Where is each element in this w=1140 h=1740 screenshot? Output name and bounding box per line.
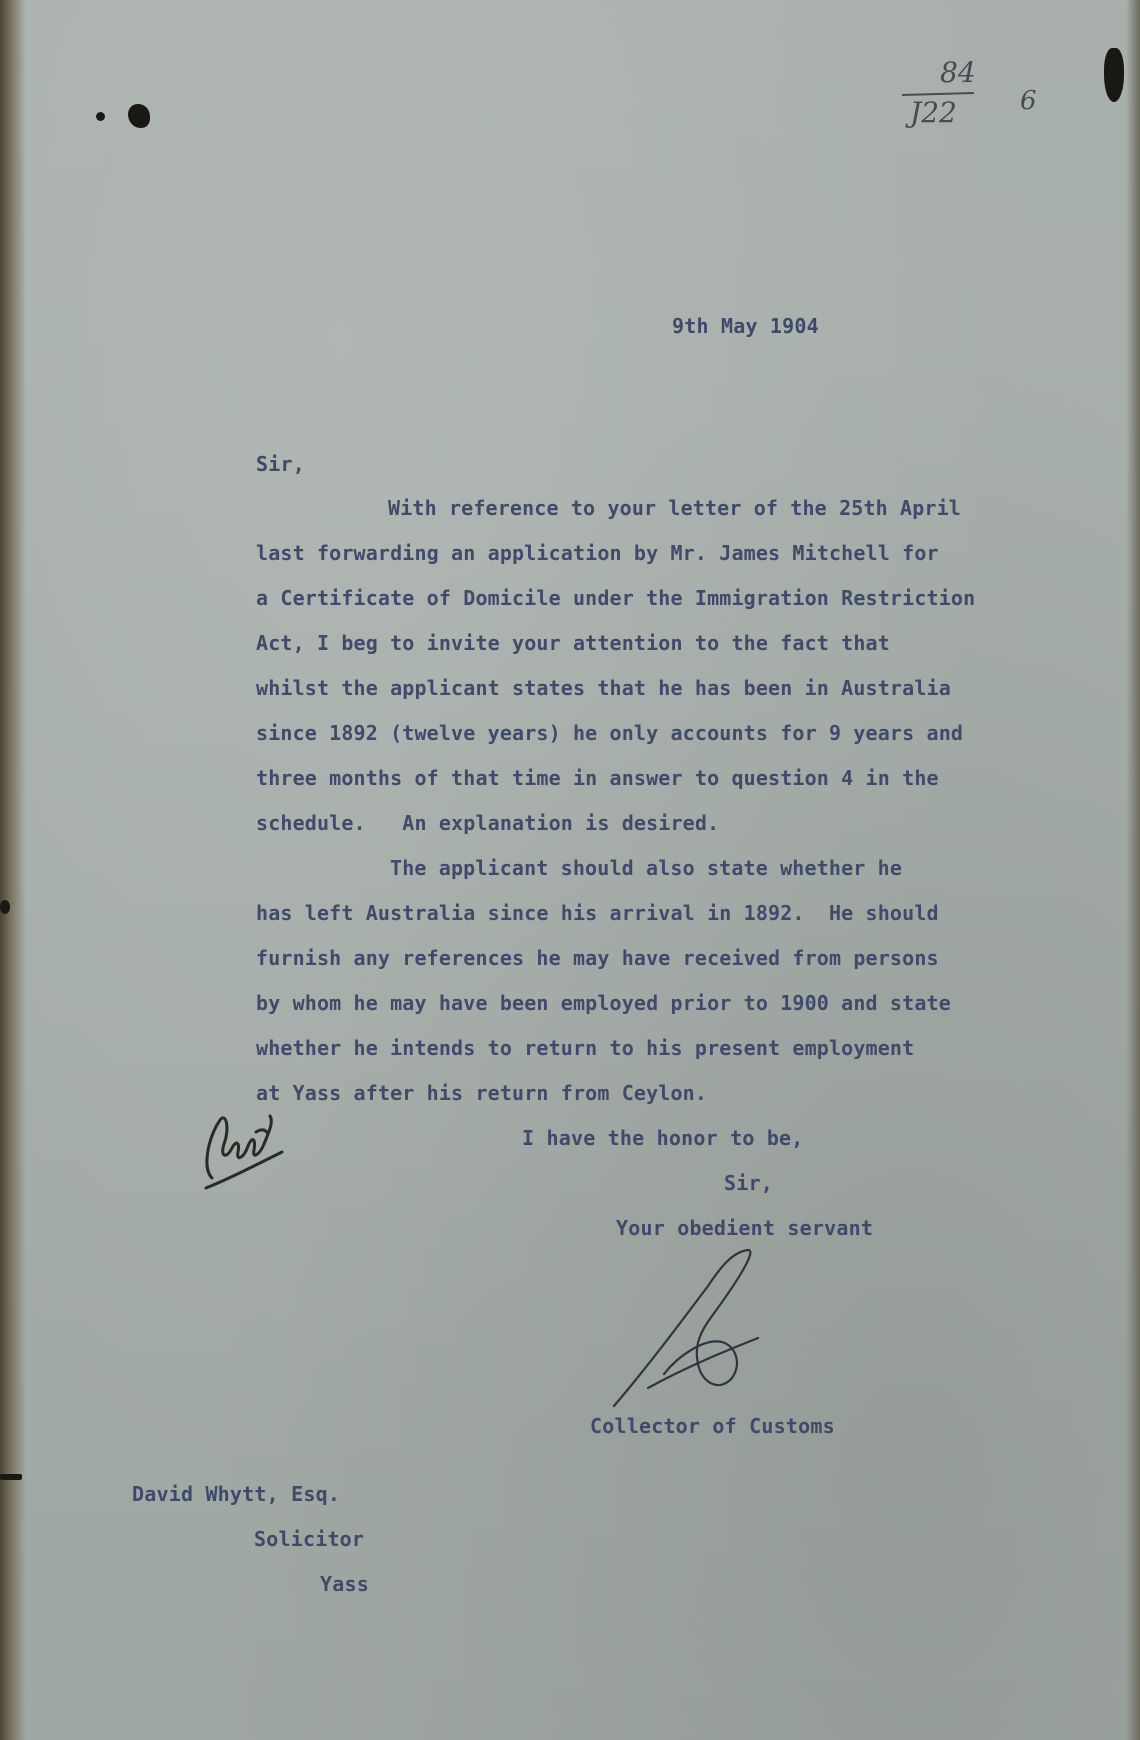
closing-line-servant: Your obedient servant — [616, 1216, 874, 1240]
edge-mark-1 — [0, 900, 10, 914]
closing-line-sir: Sir, — [724, 1171, 773, 1195]
body-line: a Certificate of Domicile under the Immigration Restriction — [256, 586, 976, 610]
annotation-suffix: 6 — [1020, 86, 1037, 116]
body-line: since 1892 (twelve years) he only accounts for 9 years and — [256, 721, 964, 745]
ink-blot-top-right — [1104, 48, 1124, 102]
edge-mark-2 — [0, 1474, 22, 1480]
page-right-edge — [1126, 0, 1140, 1740]
recipient-title: Solicitor — [254, 1527, 365, 1551]
body-line: Act, I beg to invite your attention to the fact that — [256, 631, 890, 655]
body-line: last forwarding an application by Mr. James Mitchell for — [256, 541, 939, 565]
body-line: whilst the applicant states that he has been in Australia — [256, 676, 951, 700]
annotation-numerator: 84 — [940, 56, 976, 89]
body-line: whether he intends to return to his present employment — [256, 1036, 915, 1060]
closing-line-honor: I have the honor to be, — [522, 1126, 804, 1150]
ink-blot-top-left — [128, 104, 150, 128]
recipient-name: David Whytt, Esq. — [132, 1482, 341, 1506]
body-line: furnish any references he may have received from persons — [256, 946, 939, 970]
body-line: The applicant should also state whether he — [390, 856, 903, 880]
body-line: has left Australia since his arrival in 1892. He should — [256, 901, 939, 925]
salutation: Sir, — [256, 452, 305, 476]
collector-signature — [608, 1246, 808, 1416]
annotation-denominator: J22 — [910, 96, 957, 129]
letter-date: 9th May 1904 — [672, 314, 819, 338]
body-line: With reference to your letter of the 25th April — [388, 496, 961, 520]
recipient-place: Yass — [320, 1572, 369, 1596]
body-line: schedule. An explanation is desired. — [256, 811, 720, 835]
body-line: by whom he may have been employed prior to 1900 and state — [256, 991, 951, 1015]
margin-initials-signature — [196, 1108, 292, 1192]
body-line: at Yass after his return from Ceylon. — [256, 1081, 708, 1105]
signatory-title: Collector of Customs — [590, 1414, 835, 1438]
ink-blot-top-left-small — [96, 112, 105, 121]
body-line: three months of that time in answer to question 4 in the — [256, 766, 939, 790]
